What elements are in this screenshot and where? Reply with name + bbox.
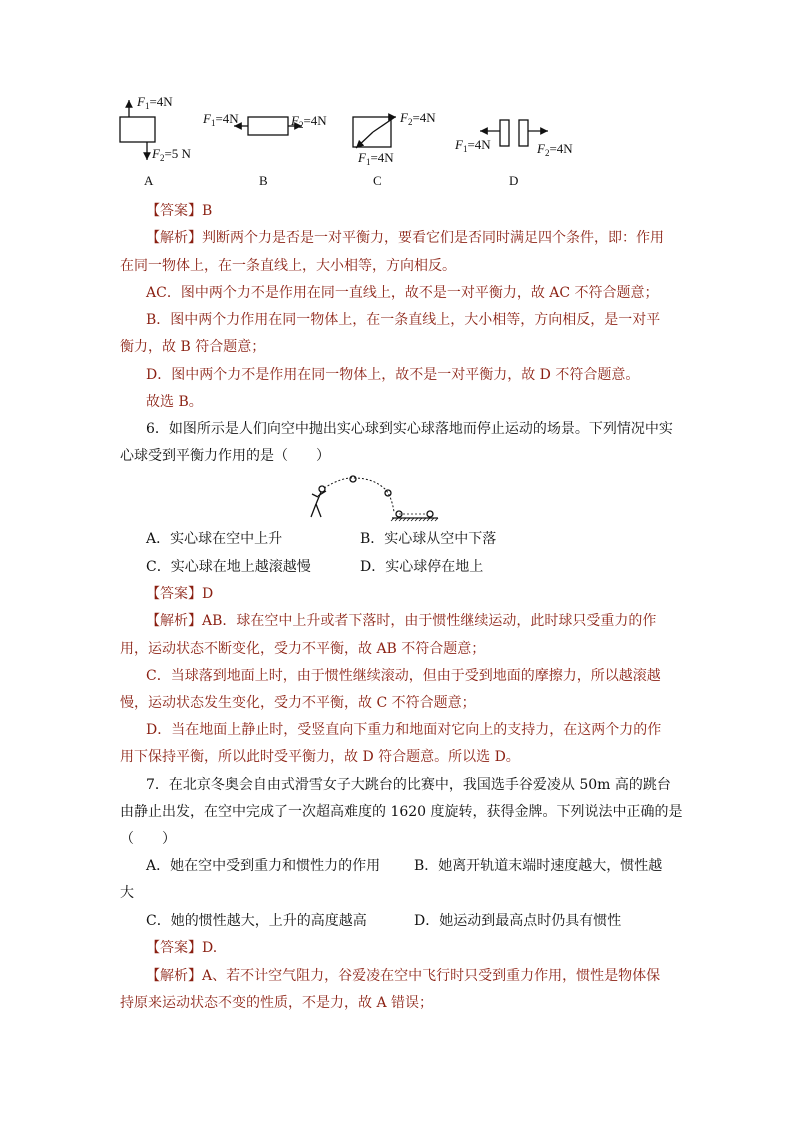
q7-analysis-text-1: A、若不计空气阻力，谷爱凌在空中飞行时只受到重力作用，惯性是物体保 (202, 968, 661, 984)
q5-analysis-line-2: 在同一物体上，在一条直线上，大小相等，方向相反。 (120, 258, 456, 274)
q6-option-c: C．实心球在地上越滚越慢 (146, 559, 311, 575)
diagram-b-label: B (259, 173, 268, 188)
q5-answer-value: B (202, 203, 213, 219)
q7-analysis-line-1 (146, 967, 660, 985)
q6-analysis-tag: 【解析】 (146, 613, 202, 629)
q7-option-b: B．她离开轨道末端时速度越大，惯性越 (414, 858, 663, 874)
svg-text:F1=4N: $F_1=4N$ (137, 94, 173, 111)
q7-answer (146, 939, 217, 957)
q6-analysis-line-6: 用下保持平衡，所以此时受平衡力，故 D 符合题意。所以选 D。 (120, 749, 520, 765)
svg-text:F2=4N: $F_2=4N$ (291, 113, 327, 130)
q6-option-d: D．实心球停在地上 (360, 559, 484, 575)
q5-answer (146, 202, 212, 220)
q6-analysis-line-1 (146, 612, 656, 630)
q5-analysis-line-3: AC．图中两个力不是作用在同一直线上，故不是一对平衡力，故 AC 不符合题意； (146, 285, 659, 301)
diagram-c-f2-value: =4N (412, 110, 436, 125)
diagram-a-label: A (144, 173, 154, 188)
svg-text:F1=4N: $F_1=4N$ (455, 137, 491, 154)
thrower-figure (311, 486, 326, 517)
svg-text:F1=4N: $F_1=4N$ (203, 111, 239, 128)
diagram-d-label: D (509, 173, 519, 188)
q6-answer-tag: 【答案】 (146, 586, 202, 602)
diagram-d-f2-value: =4N (549, 141, 573, 156)
q7-answer-value: D. (202, 940, 218, 956)
q6-stem-line-2: 心球受到平衡力作用的是（ ） (120, 448, 330, 464)
force-diagrams-figure (0, 0, 794, 200)
diagram-b (202, 111, 327, 188)
diagram-b-f2-value: =4N (303, 113, 327, 128)
q7-analysis-tag: 【解析】 (146, 968, 202, 984)
q6-answer (146, 585, 213, 603)
q6-analysis-line-2: 用，运动状态不断变化，受力不平衡，故 AB 不符合题意； (120, 641, 486, 657)
ball-trajectory (324, 478, 394, 512)
q5-analysis-line-6: D．图中两个力不是作用在同一物体上，故不是一对平衡力，故 D 不符合题意。 (146, 367, 640, 383)
q5-analysis-line-7: 故选 B。 (146, 394, 203, 410)
q5-analysis-text-1: 判断两个力是否是一对平衡力，要看它们是否同时满足四个条件，即：作用 (202, 230, 664, 246)
svg-text:F1=4N: $F_1=4N$ (358, 150, 394, 167)
q5-analysis-tag: 【解析】 (146, 230, 202, 246)
q7-option-d: D．她运动到最高点时仍具有惯性 (414, 913, 622, 929)
ball-icon (350, 476, 356, 482)
diagram-a-f2-value: =5 N (164, 146, 191, 161)
q7-option-c: C．她的惯性越大，上升的高度越高 (146, 913, 367, 929)
q6-analysis-text-1: AB．球在空中上升或者下落时，由于惯性继续运动，此时球只受重力的作 (202, 613, 657, 629)
q7-option-b-continued: 大 (120, 885, 134, 901)
ball-icon (427, 511, 433, 517)
q6-option-a: A．实心球在空中上升 (146, 531, 283, 547)
svg-text:F2=5 N: $F_2=5$ N (152, 146, 191, 163)
q7-stem-line-3: （ ） (120, 831, 176, 847)
diagram-c-f1-value: =4N (370, 150, 394, 165)
q5-analysis-line-1 (146, 229, 664, 247)
diagram-d-f1-value: =4N (467, 137, 491, 152)
diagram-a (120, 94, 192, 188)
q5-analysis-line-5: 衡力，故 B 符合题意； (120, 339, 266, 355)
q6-stem-line-1: 6．如图所示是人们向空中抛出实心球到实心球落地而停止运动的场景。下列情况中实 (146, 421, 673, 437)
svg-text:F2=4N: $F_2=4N$ (537, 141, 573, 158)
q7-stem-line-1: 7．在北京冬奥会自由式滑雪女子大跳台的比赛中，我国选手谷爱凌从 50m 高的跳台 (146, 777, 671, 793)
diagram-c (353, 110, 436, 188)
diagram-a-f1-value: =4N (149, 94, 173, 109)
q7-analysis-line-2: 持原来运动状态不变的性质，不是力，故 A 错误； (120, 995, 434, 1011)
q5-answer-tag: 【答案】 (146, 203, 202, 219)
q7-answer-tag: 【答案】 (146, 940, 202, 956)
q6-option-b: B．实心球从空中下落 (360, 531, 497, 547)
q6-analysis-line-4: 慢，运动状态发生变化，受力不平衡，故 C 不符合题意； (120, 695, 476, 711)
q6-analysis-line-5: D．当在地面上静止时，受竖直向下重力和地面对它向上的支持力，在这两个力的作 (146, 722, 662, 738)
q6-answer-value: D (202, 586, 214, 602)
diagram-d (454, 120, 573, 188)
diagram-b-f1-value: =4N (215, 111, 239, 126)
q5-analysis-line-4: B．图中两个力作用在同一物体上，在一条直线上，大小相等，方向相反，是一对平 (146, 312, 661, 328)
q7-stem-line-2: 由静止出发，在空中完成了一次超高难度的 1620 度旋转，获得金牌。下列说法中正确的是 (120, 804, 683, 820)
svg-text:F2=4N: $F_2=4N$ (400, 110, 436, 127)
q7-option-a: A．她在空中受到重力和惯性力的作用 (146, 858, 381, 874)
shot-put-figure (302, 472, 442, 522)
q6-analysis-line-3: C．当球落到地面上时，由于惯性继续滚动，但由于受到地面的摩擦力，所以越滚越 (146, 668, 661, 684)
diagram-c-label: C (373, 173, 382, 188)
ball-icon (385, 490, 391, 496)
